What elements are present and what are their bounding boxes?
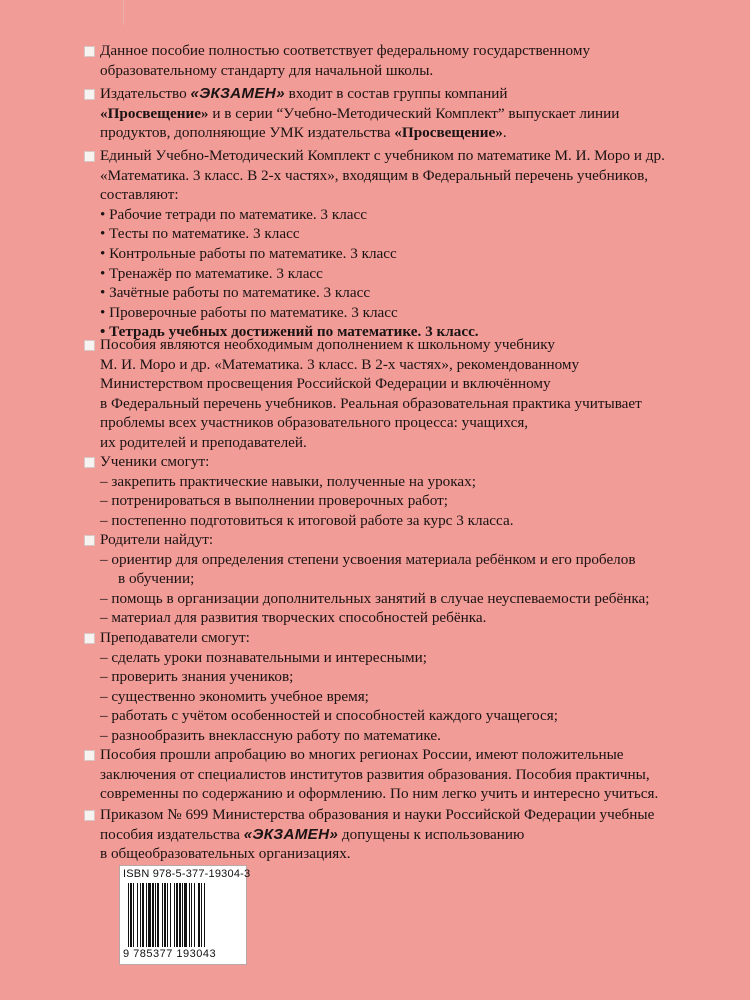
text-line: Преподаватели смогут:: [100, 629, 250, 646]
barcode-bar: [152, 883, 154, 947]
text-line: современны по содержанию и оформлению. По ним легко учить и интересно учиться.: [100, 785, 659, 803]
text-line: проблемы всех участников образовательного процесса: учащихся,: [100, 414, 529, 432]
block-parents: [100, 530, 740, 628]
barcode-bar: [130, 883, 132, 947]
list-item: • Тренажёр по математике. 3 класс: [100, 264, 323, 282]
block-teachers: [100, 628, 740, 746]
text-line: их родителей и преподавателей.: [100, 433, 307, 451]
text-line: – закрепить практические навыки, полученные на уроках;: [100, 472, 476, 490]
text-line: – потренироваться в выполнении проверочных работ;: [100, 492, 449, 510]
barcode-bar: [155, 883, 156, 947]
block-approbation: [100, 745, 740, 804]
barcode-bar: [133, 883, 134, 947]
text-line: – материал для развития творческих способностей ребёнка.: [100, 609, 487, 627]
list-item: • Зачётные работы по математике. 3 класс: [100, 284, 371, 302]
barcode-bar: [174, 883, 175, 947]
barcode-bar: [194, 883, 195, 947]
text-line: Пособия прошли апробацию во многих регионах России, имеют положительные: [100, 746, 624, 763]
barcode-bar: [148, 883, 151, 947]
block-umk-list: [100, 146, 740, 342]
text-line: – проверить знания учеников;: [100, 668, 294, 686]
text-fragment: входит в состав группы компаний: [284, 85, 508, 102]
list-item: • Проверочные работы по математике. 3 класс: [100, 303, 398, 321]
text-line: – ориентир для определения степени усвоения материала ребёнком и его пробелов: [100, 550, 636, 568]
text-line: М. И. Моро и др. «Математика. 3 класс. В 2-х частях», рекомендованному: [100, 355, 580, 373]
barcode-bar: [204, 883, 205, 947]
barcode-bar: [201, 883, 202, 947]
brand-name-bold: «Просвещение»: [394, 124, 503, 142]
text-fragment: Издательство: [100, 85, 191, 102]
checkbox-bullet-icon: [84, 750, 95, 761]
text-line: в общеобразовательных организациях.: [100, 845, 351, 863]
list-item: • Контрольные работы по математике. 3 класс: [100, 244, 397, 262]
barcode-bar: [170, 883, 171, 947]
text-line: – существенно экономить учебное время;: [100, 687, 369, 705]
text-line: Данное пособие полностью соответствует федеральному государственному: [100, 42, 591, 59]
text-line: [100, 825, 740, 845]
barcode-bar: [146, 883, 147, 947]
checkbox-bullet-icon: [84, 151, 95, 162]
text-line: в Федеральный перечень учебников. Реальная образовательная практика учитывает: [100, 394, 642, 412]
checkbox-bullet-icon: [84, 46, 95, 57]
text-line: – помощь в организации дополнительных занятий в случае неуспеваемости ребёнка;: [100, 589, 650, 607]
checkbox-bullet-icon: [84, 340, 95, 351]
text-fragment: продуктов, дополняющие УМК издательства: [100, 124, 395, 142]
barcode-bar: [140, 883, 141, 947]
barcode-bar: [191, 883, 192, 947]
text-line: – работать с учётом особенностей и способностей каждого учащегося;: [100, 707, 558, 725]
brand-name: «ЭКЗАМЕН»: [190, 85, 285, 102]
text-line: Ученики смогут:: [100, 453, 210, 470]
checkbox-bullet-icon: [84, 535, 95, 546]
text-line: образовательному стандарту для начальной школы.: [100, 61, 434, 79]
text-line: [100, 104, 740, 124]
brand-name: «ЭКЗАМЕН»: [243, 825, 339, 843]
barcode-bar: [167, 883, 168, 947]
list-item: • Рабочие тетради по математике. 3 класс: [100, 205, 367, 223]
text-line: в обучении;: [118, 570, 195, 588]
barcode-bar: [128, 883, 129, 947]
isbn-barcode-box: [119, 865, 251, 965]
text-line: «Математика. 3 класс. В 2-х частях», входящим в Федеральный перечень учебников,: [100, 166, 649, 184]
barcode-bar: [157, 883, 159, 947]
text-fragment: пособия издательства: [100, 825, 244, 843]
barcode-bar: [198, 883, 200, 947]
text-line: [100, 123, 740, 143]
text-fragment: и в серии “Учебно-Методический Комплект” выпускает линии: [208, 104, 620, 122]
text-line: Приказом № 699 Министерства образования и науки Российской Федерации учебные: [100, 806, 655, 823]
block-publisher: [100, 84, 740, 143]
block-students: [100, 452, 740, 530]
text-fragment: .: [502, 124, 507, 142]
text-line: [100, 84, 740, 104]
text-line: Родители найдут:: [100, 531, 214, 548]
text-line: – постепенно подготовиться к итоговой работе за курс 3 класса.: [100, 511, 514, 529]
text-line: Министерством просвещения Российской Федерации и включённому: [100, 375, 551, 393]
checkbox-bullet-icon: [84, 810, 95, 821]
block-order: [100, 805, 740, 864]
brand-name-bold: «Просвещение»: [100, 104, 209, 122]
barcode-icon: [127, 883, 239, 947]
spine-crease: [123, 0, 124, 25]
checkbox-bullet-icon: [84, 89, 95, 100]
text-line: Единый Учебно-Методический Комплект с учебником по математике М. И. Моро и др.: [100, 147, 665, 164]
checkbox-bullet-icon: [84, 633, 95, 644]
barcode-bar: [176, 883, 178, 947]
barcode-bar: [162, 883, 163, 947]
barcode-bar: [179, 883, 181, 947]
text-line: – сделать уроки познавательными и интересными;: [100, 648, 427, 666]
list-item-highlighted: • Тетрадь учебных достижений по математике. 3 класс.: [100, 323, 479, 341]
barcode-bar: [182, 883, 183, 947]
text-line: Пособия являются необходимым дополнением к школьному учебнику: [100, 336, 555, 353]
barcode-digits: 9 785377 193043: [123, 948, 217, 960]
barcode-bar: [189, 883, 190, 947]
text-line: составляют:: [100, 186, 179, 204]
block-fgos: [100, 41, 740, 80]
checkbox-bullet-icon: [84, 457, 95, 468]
barcode-bar: [184, 883, 187, 947]
barcode-bar: [142, 883, 144, 947]
block-supplement: [100, 335, 740, 453]
text-fragment: допущены к использованию: [338, 825, 525, 843]
text-line: – разнообразить внеклассную работу по математике.: [100, 726, 441, 744]
barcode-bar: [164, 883, 166, 947]
text-line: заключения от специалистов институтов развития образования. Пособия практичны,: [100, 765, 650, 783]
isbn-label: ISBN 978-5-377-19304-3: [123, 868, 251, 880]
list-item: • Тесты по математике. 3 класс: [100, 225, 300, 243]
barcode-bar: [137, 883, 138, 947]
